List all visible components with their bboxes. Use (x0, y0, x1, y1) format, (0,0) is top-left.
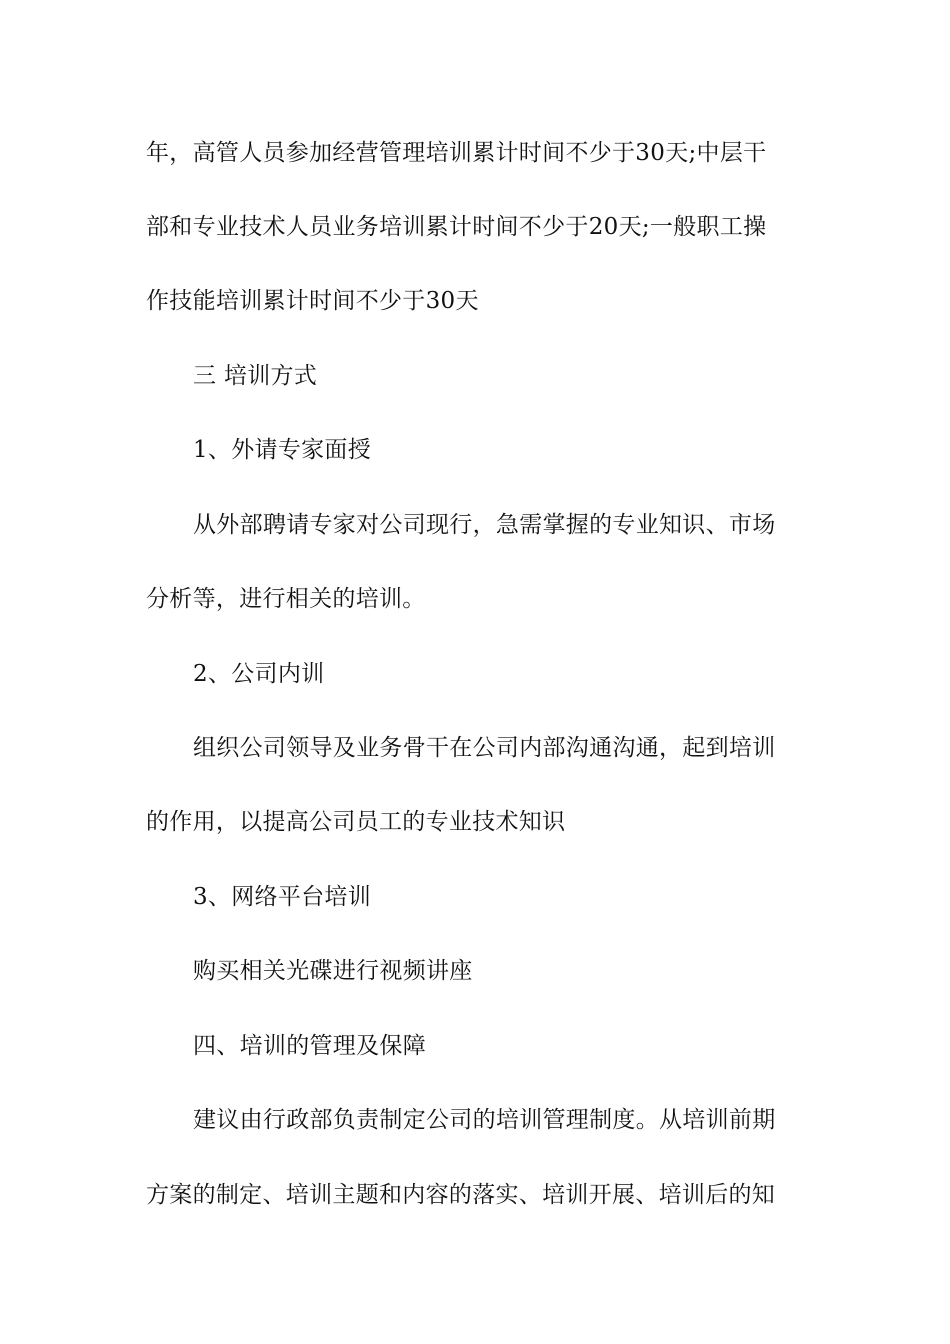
paragraph-training-time-line-1: 年，高管人员参加经营管理培训累计时间不少于30天;中层干 (146, 140, 767, 166)
heading-internal-training: 2、公司内训 (193, 661, 325, 687)
paragraph-training-time-line-2: 部和专业技术人员业务培训累计时间不少于20天;一般职工操 (146, 214, 767, 240)
paragraph-online-training: 购买相关光碟进行视频讲座 (193, 958, 473, 984)
heading-online-training: 3、网络平台培训 (193, 884, 372, 910)
heading-training-methods: 三 培训方式 (193, 363, 318, 389)
paragraph-management-line-1: 建议由行政部负责制定公司的培训管理制度。从培训前期 (193, 1107, 776, 1133)
paragraph-management-line-2: 方案的制定、培训主题和内容的落实、培训开展、培训后的知 (146, 1182, 776, 1208)
paragraph-internal-training-line-1: 组织公司领导及业务骨干在公司内部沟通沟通，起到培训 (193, 735, 776, 761)
heading-management-guarantee: 四、培训的管理及保障 (193, 1033, 426, 1059)
paragraph-external-experts-line-2: 分析等，进行相关的培训。 (146, 586, 426, 612)
paragraph-training-time-line-3: 作技能培训累计时间不少于30天 (146, 288, 479, 314)
heading-external-experts: 1、外请专家面授 (193, 437, 372, 463)
paragraph-internal-training-line-2: 的作用，以提高公司员工的专业技术知识 (146, 809, 566, 835)
paragraph-external-experts-line-1: 从外部聘请专家对公司现行，急需掌握的专业知识、市场 (193, 512, 776, 538)
